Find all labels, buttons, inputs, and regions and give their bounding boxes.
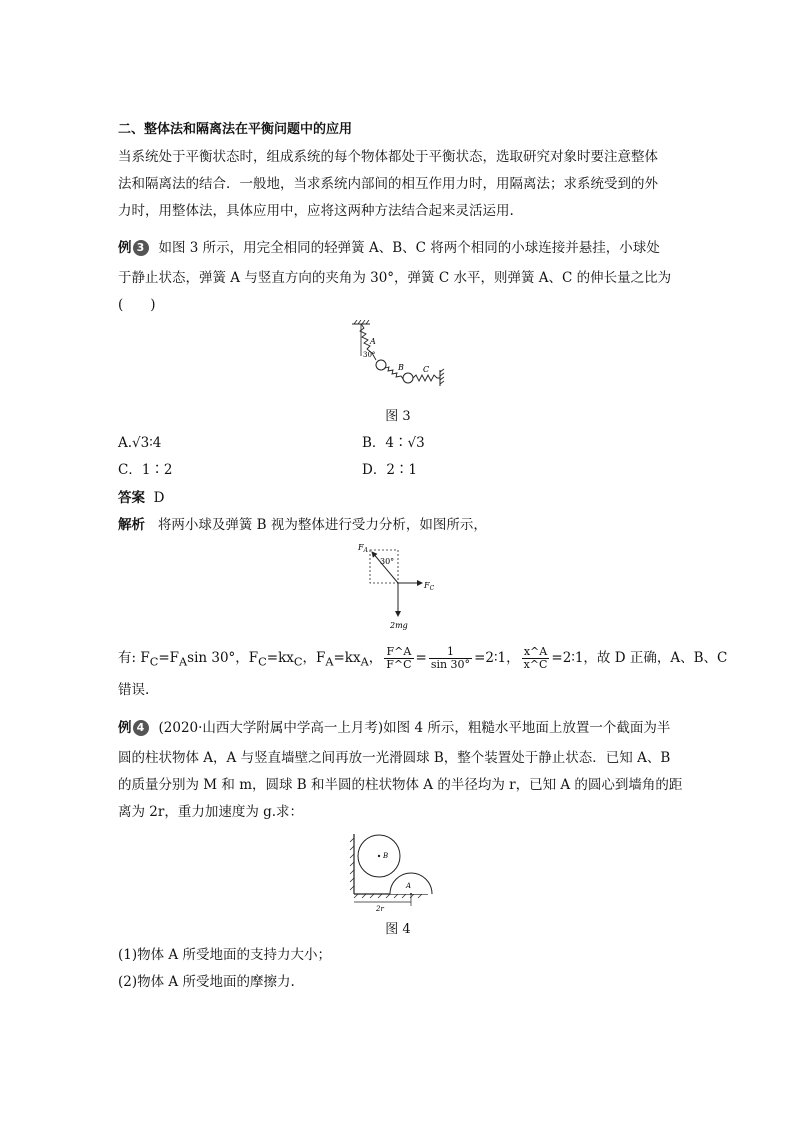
question-2: (2)物体 A 所受地面的摩擦力. [118,974,295,990]
example4-line-1: 例 4 (2020·山西大学附属中学高一上月考)如图 4 所示，粗糙水平地面上放置一个截面为半 [118,720,671,736]
example3-line-2: 于静止状态，弹簧 A 与竖直方向的夹角为 30°，弹簧 C 水平，则弹簧 A、C 的伸长量之比为 [118,270,672,286]
answer-value: D [153,490,165,506]
example3-line-1: 例 3 如图 3 所示，用完全相同的轻弹簧 A、B、C 将两个相同的小球连接并悬挂，小球处 [118,240,660,256]
analysis-label: 解析 [118,517,145,533]
option-a: A.√3∶4 [118,435,162,451]
figure-4-sphere-wall [346,832,436,914]
intro-line-3: 力时，用整体法，具体应用中，应将这两种方法结合起来灵活运用. [118,203,514,219]
example3-badge: 例 3 [118,238,149,258]
force-label-fc: $F_C$ [424,581,435,592]
option-c: C．1∶2 [118,462,173,478]
example4-badge: 例 4 [118,718,149,738]
example4-line-3: 的质量分别为 M 和 m，圆球 B 和半圆的柱状物体 A 的半径均为 r，已知 A 的圆心到墙角的距 [118,777,683,793]
fraction-fa-fc: $\frac{F\^{}A}{F\^{}C}$ [386,645,412,671]
example4-line-4: 离为 2r，重力加速度为 g.求： [118,804,304,820]
fig4-label-dist: 2r [376,905,384,913]
answer-label: 答案 [118,490,145,506]
force-diagram [352,540,442,632]
analysis-line [118,515,678,535]
analysis-text: 将两小球及弹簧 B 视为整体进行受力分析，如图所示， [157,517,487,533]
question-1: (1)物体 A 所受地面的支持力大小； [118,947,331,963]
force-label-angle: 30° [380,557,395,566]
example-number-icon: 3 [133,240,149,256]
figure-3-springs [348,320,448,390]
fig4-label-a: A [406,882,412,890]
equation-line: 有: $F_C=F_A\sin$ 30°，$F_C=kx_C$，$F_A=kx_A$， $\frac{F\^{}A}{F\^{}C}$ = $\frac{1}{\sin 30^\circ}$ =2∶1， $\frac{x\^{}A}{x\^{}C}$ =2∶1，故 D 正确，A、B、C [118,645,728,671]
example-number-icon: 4 [133,720,149,736]
fig3-label-a: A [370,337,376,346]
force-label-mg: 2mg [390,621,408,630]
figure-3-caption: 图 3 [385,409,411,424]
fraction-xa-xc: $\frac{x\^{}A}{x\^{}C}$ [523,645,548,671]
option-b: B．4∶√3 [362,435,425,451]
fig3-label-angle: 30° [363,351,376,359]
fig3-label-c: C [423,365,430,374]
example4-line-2: 圆的柱状物体 A，A 与竖直墙壁之间再放一光滑圆球 B，整个装置处于静止状态．已知 A、B [118,750,671,766]
answer-line [118,488,678,508]
force-label-fa: $F_A$ [358,543,368,554]
intro-line-2: 法和隔离法的结合．一般地，当求系统内部间的相互作用力时，用隔离法；求系统受到的外 [118,176,658,192]
section-heading: 二、整体法和隔离法在平衡问题中的应用 [118,122,353,137]
example3-line-3: ( ) [118,297,156,313]
figure-4-caption: 图 4 [385,922,411,937]
fraction-1-sin30: $\frac{1}{\sin 30^\circ}$ [430,645,471,671]
fig4-label-b: B [383,852,389,860]
option-d: D．2∶1 [362,462,418,478]
equation-line-2: 错误. [118,682,150,698]
intro-line-1: 当系统处于平衡状态时，组成系统的每个物体都处于平衡状态，选取研究对象时要注意整体 [118,149,658,165]
fig3-label-b: B [398,363,404,372]
